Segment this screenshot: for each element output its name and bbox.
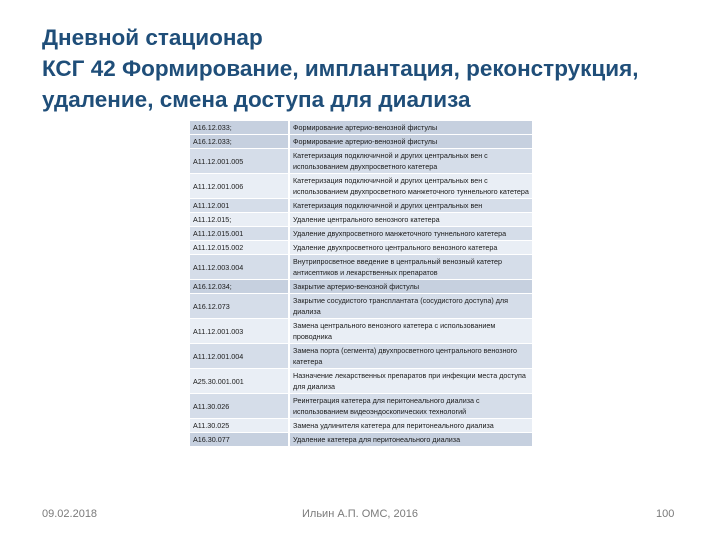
procedure-description: Катетеризация подключичной и других центральных вен с использованием двухпросветного катетера: [290, 149, 532, 173]
procedure-description: Закрытие сосудистого трансплантата (сосудистого доступа) для диализа: [290, 294, 532, 318]
table-row: [190, 369, 532, 393]
procedure-code: A25.30.001.001: [190, 369, 290, 393]
procedures-table: [190, 120, 532, 447]
procedure-code: A11.30.026: [190, 394, 290, 418]
procedure-description: Назначение лекарственных препаратов при инфекции места доступа для диализа: [290, 369, 532, 393]
table-row: [190, 227, 532, 240]
footer-author: Ильин А.П. ОМС, 2016: [302, 508, 418, 520]
title-line-3: удаление, смена доступа для диализа: [42, 87, 471, 112]
table-row: [190, 344, 532, 368]
procedure-description: Удаление центрального венозного катетера: [290, 213, 532, 226]
table-row: [190, 394, 532, 418]
table-row: [190, 213, 532, 226]
procedure-code: A11.12.015.002: [190, 241, 290, 254]
procedure-description: Формирование артерио-венозной фистулы: [290, 135, 532, 148]
procedure-description: Катетеризация подключичной и других центральных вен: [290, 199, 532, 212]
footer-page-number: 100: [656, 508, 675, 520]
procedure-code: A11.12.001.006: [190, 174, 290, 198]
procedure-code: A16.12.033;: [190, 121, 290, 134]
procedure-code: A11.12.001.003: [190, 319, 290, 343]
procedure-code: A16.12.073: [190, 294, 290, 318]
procedure-code: A11.12.001.005: [190, 149, 290, 173]
table-row: [190, 149, 532, 173]
procedure-description: Катетеризация подключичной и других центральных вен с использованием двухпросветного манжеточного туннельного катетера: [290, 174, 532, 198]
procedure-description: Замена порта (сегмента) двухпросветного центрального венозного катетера: [290, 344, 532, 368]
table-row: [190, 241, 532, 254]
procedure-code: A16.12.034;: [190, 280, 290, 293]
table-row: [190, 121, 532, 134]
table-row: [190, 419, 532, 432]
table-row: [190, 174, 532, 198]
procedure-description: Внутрипросветное введение в центральный венозный катетер антисептиков и лекарственных препаратов: [290, 255, 532, 279]
slide-title: [42, 22, 682, 115]
procedure-code: A16.12.033;: [190, 135, 290, 148]
table-row: [190, 199, 532, 212]
procedure-description: Удаление двухпросветного центрального венозного катетера: [290, 241, 532, 254]
procedure-description: Реинтеграция катетера для перитонеального диализа с использованием видеоэндоскопических технологий: [290, 394, 532, 418]
table-row: [190, 433, 532, 446]
table-row: [190, 319, 532, 343]
procedure-description: Удаление двухпросветного манжеточного туннельного катетера: [290, 227, 532, 240]
procedure-code: A11.30.025: [190, 419, 290, 432]
procedure-code: A11.12.001.004: [190, 344, 290, 368]
table-row: [190, 135, 532, 148]
table-row: [190, 255, 532, 279]
procedure-description: Замена удлинителя катетера для перитонеального диализа: [290, 419, 532, 432]
table-row: [190, 294, 532, 318]
procedure-code: A11.12.015;: [190, 213, 290, 226]
table-row: [190, 280, 532, 293]
procedure-code: A11.12.001: [190, 199, 290, 212]
procedure-description: Формирование артерио-венозной фистулы: [290, 121, 532, 134]
footer-date: 09.02.2018: [42, 508, 98, 520]
title-line-1: Дневной стационар: [42, 25, 263, 50]
procedure-code: A11.12.015.001: [190, 227, 290, 240]
procedure-description: Закрытие артерио-венозной фистулы: [290, 280, 532, 293]
procedure-description: Замена центрального венозного катетера с использованием проводника: [290, 319, 532, 343]
procedure-description: Удаление катетера для перитонеального диализа: [290, 433, 532, 446]
procedure-code: A16.30.077: [190, 433, 290, 446]
title-line-2: КСГ 42 Формирование, имплантация, реконструкция,: [42, 56, 639, 81]
procedure-code: A11.12.003.004: [190, 255, 290, 279]
